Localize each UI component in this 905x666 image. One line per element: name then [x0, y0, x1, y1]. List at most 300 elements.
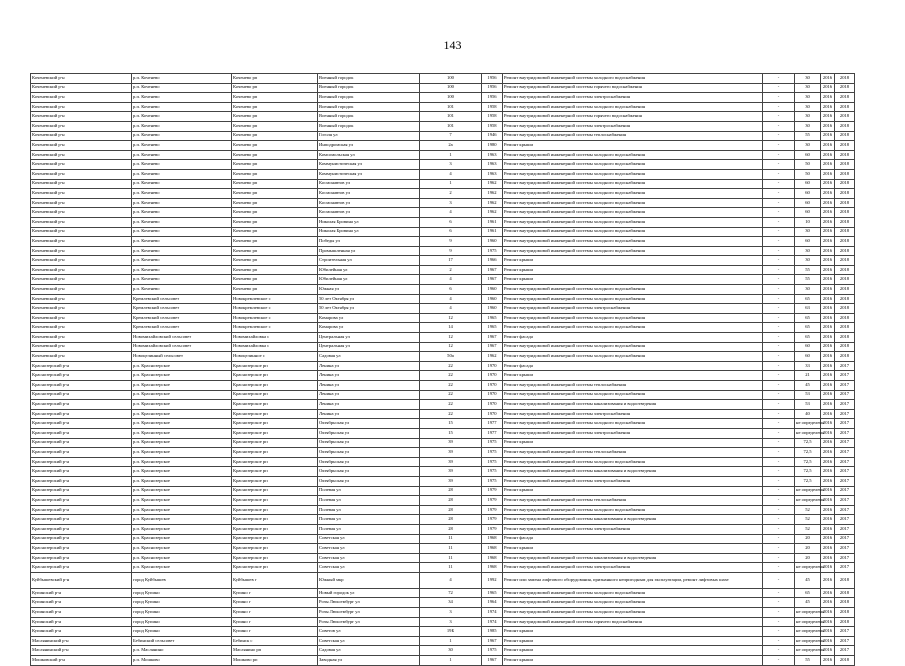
wear-cell: 33	[795, 361, 821, 371]
work-type-cell: Ремонт внутридомовой инженерной системы холодного водоснабжения	[503, 227, 763, 237]
street-cell: Розы Люксембург ул	[318, 617, 420, 627]
municipality-cell: Кремлевский сельсовет	[132, 294, 232, 304]
work-type-cell: Ремонт крыши	[503, 486, 763, 496]
municipality-cell: город Купино	[132, 608, 232, 618]
wear-cell: 60	[795, 237, 821, 247]
dash-cell: -	[763, 608, 795, 618]
settlement-cell: Краснозерское рп	[232, 524, 318, 534]
end-year-cell: 2017	[835, 627, 855, 637]
district-cell: Краснозерский р-н	[31, 419, 132, 429]
start-year-cell: 2016	[821, 227, 835, 237]
table-row	[31, 246, 855, 256]
settlement-cell: Краснозерское рп	[232, 486, 318, 496]
district-cell: Коченевский р-н	[31, 227, 132, 237]
end-year-cell: 2018	[835, 237, 855, 247]
build-year-cell: 1970	[482, 361, 503, 371]
work-type-cell: Ремонт внутридомовой инженерной системы холодного водоснабжения	[503, 598, 763, 608]
work-type-cell: Ремонт внутридомовой инженерной системы холодного водоснабжения	[503, 198, 763, 208]
municipality-cell: р.п. Краснозерское	[132, 496, 232, 506]
municipality-cell: р.п. Коченево	[132, 227, 232, 237]
dash-cell: -	[763, 371, 795, 381]
work-type-cell: Ремонт внутридомовой инженерной системы холодного водоснабжения	[503, 285, 763, 295]
district-cell: Краснозерский р-н	[31, 448, 132, 458]
house-number-cell: 3	[420, 617, 482, 627]
build-year-cell: 1970	[482, 381, 503, 391]
wear-cell: 45	[795, 572, 821, 588]
end-year-cell: 2018	[835, 131, 855, 141]
house-number-cell: 50а	[420, 352, 482, 362]
municipality-cell: Новоцелинный сельсовет	[132, 352, 232, 362]
wear-cell: 45	[795, 381, 821, 391]
build-year-cell: 1960	[482, 304, 503, 314]
municipality-cell: р.п. Краснозерское	[132, 409, 232, 419]
district-cell: Коченевский р-н	[31, 189, 132, 199]
street-cell: Октябрьская ул	[318, 438, 420, 448]
district-cell: Краснозерский р-н	[31, 544, 132, 554]
work-type-cell: Ремонт фасада	[503, 361, 763, 371]
municipality-cell: р.п. Коченево	[132, 265, 232, 275]
dash-cell: -	[763, 189, 795, 199]
settlement-cell: Новокремлевское с	[232, 304, 318, 314]
end-year-cell: 2018	[835, 285, 855, 295]
build-year-cell: 1956	[482, 83, 503, 93]
end-year-cell: 2018	[835, 160, 855, 170]
district-cell: Купинский р-н	[31, 608, 132, 618]
end-year-cell: 2018	[835, 112, 855, 122]
end-year-cell: 2017	[835, 457, 855, 467]
house-number-cell: 6	[420, 227, 482, 237]
house-number-cell: 1	[420, 179, 482, 189]
settlement-cell: Краснозерское рп	[232, 534, 318, 544]
wear-cell: 20	[795, 553, 821, 563]
settlement-cell: Коченево рп	[232, 112, 318, 122]
table-row	[31, 83, 855, 93]
end-year-cell: 2018	[835, 74, 855, 84]
dash-cell: -	[763, 448, 795, 458]
work-type-cell: Ремонт крыши	[503, 627, 763, 637]
street-cell: Полевая ул	[318, 496, 420, 506]
municipality-cell: р.п. Краснозерское	[132, 486, 232, 496]
dash-cell: -	[763, 419, 795, 429]
street-cell: Заводная ул	[318, 656, 420, 666]
end-year-cell: 2018	[835, 93, 855, 103]
start-year-cell: 2016	[821, 448, 835, 458]
end-year-cell: 2018	[835, 102, 855, 112]
table-row	[31, 121, 855, 131]
end-year-cell: 2017	[835, 419, 855, 429]
municipality-cell: р.п. Коченево	[132, 83, 232, 93]
district-cell: Краснозерский р-н	[31, 457, 132, 467]
settlement-cell: Коченево рп	[232, 74, 318, 84]
district-cell: Краснозерский р-н	[31, 371, 132, 381]
table-row	[31, 265, 855, 275]
street-cell: Советская ул	[318, 563, 420, 573]
house-number-cell: 30	[420, 646, 482, 656]
start-year-cell: 2016	[821, 275, 835, 285]
work-type-cell: Ремонт внутридомовой инженерной системы холодного водоснабжения	[503, 390, 763, 400]
house-number-cell: 2	[420, 265, 482, 275]
house-number-cell: 2	[420, 189, 482, 199]
start-year-cell: 2016	[821, 246, 835, 256]
start-year-cell: 2016	[821, 400, 835, 410]
start-year-cell: 2016	[821, 160, 835, 170]
wear-cell: 52	[795, 505, 821, 515]
house-number-cell: 4	[420, 169, 482, 179]
district-cell: Коченевский р-н	[31, 179, 132, 189]
start-year-cell: 2016	[821, 237, 835, 247]
dash-cell: -	[763, 400, 795, 410]
build-year-cell: 1979	[482, 496, 503, 506]
table-row	[31, 448, 855, 458]
wear-cell: 65	[795, 313, 821, 323]
wear-cell: 63	[795, 304, 821, 314]
street-cell: Юбилейная ул	[318, 265, 420, 275]
wear-cell: 30	[795, 141, 821, 151]
house-number-cell: 100	[420, 93, 482, 103]
settlement-cell: Коченево рп	[232, 265, 318, 275]
municipality-cell: Кремлевский сельсовет	[132, 304, 232, 314]
work-type-cell: Ремонт внутридомовой инженерной системы электроснабжения	[503, 524, 763, 534]
build-year-cell: 1967	[482, 342, 503, 352]
end-year-cell: 2017	[835, 524, 855, 534]
work-type-cell: Ремонт внутридомовой инженерной системы электроснабжения	[503, 563, 763, 573]
end-year-cell: 2017	[835, 467, 855, 477]
table-row	[31, 486, 855, 496]
end-year-cell: 2018	[835, 265, 855, 275]
street-cell: Южный мкр	[318, 572, 420, 588]
district-cell: Краснозерский р-н	[31, 524, 132, 534]
work-type-cell: Ремонт или замена лифтового оборудования, признанного непригодным для эксплуатации, ремонт лифтовых шахт	[503, 572, 763, 588]
settlement-cell: Коченево рп	[232, 217, 318, 227]
settlement-cell: Коченево рп	[232, 169, 318, 179]
build-year-cell: 1975	[482, 438, 503, 448]
house-number-cell: 28	[420, 505, 482, 515]
settlement-cell: Коченево рп	[232, 131, 318, 141]
build-year-cell: 1979	[482, 515, 503, 525]
municipality-cell: город Куйбышев	[132, 572, 232, 588]
settlement-cell: Краснозерское рп	[232, 409, 318, 419]
wear-cell: 53	[795, 400, 821, 410]
work-type-cell: Ремонт внутридомовой инженерной системы холодного водоснабжения	[503, 323, 763, 333]
start-year-cell: 2016	[821, 294, 835, 304]
district-cell: Мошковский р-н	[31, 656, 132, 666]
street-cell: Садовая ул	[318, 646, 420, 656]
district-cell: Купинский р-н	[31, 627, 132, 637]
dash-cell: -	[763, 627, 795, 637]
municipality-cell: р.п. Коченево	[132, 285, 232, 295]
wear-cell: не определена	[795, 636, 821, 646]
district-cell: Коченевский р-н	[31, 83, 132, 93]
wear-cell: 21	[795, 371, 821, 381]
table-row	[31, 141, 855, 151]
build-year-cell: 1958	[482, 112, 503, 122]
table-row	[31, 598, 855, 608]
build-year-cell: 1967	[482, 656, 503, 666]
dash-cell: -	[763, 524, 795, 534]
settlement-cell: Краснозерское рп	[232, 390, 318, 400]
build-year-cell: 1970	[482, 400, 503, 410]
build-year-cell: 1961	[482, 217, 503, 227]
district-cell: Краснозерский р-н	[31, 534, 132, 544]
settlement-cell: Краснозерское рп	[232, 438, 318, 448]
district-cell: Краснозерский р-н	[31, 553, 132, 563]
end-year-cell: 2017	[835, 448, 855, 458]
street-cell: Комсомольская ул	[318, 150, 420, 160]
table-row	[31, 428, 855, 438]
work-type-cell: Ремонт крыши	[503, 656, 763, 666]
settlement-cell: Новокремлевское с	[232, 294, 318, 304]
end-year-cell: 2018	[835, 342, 855, 352]
wear-cell: 60	[795, 342, 821, 352]
start-year-cell: 2016	[821, 93, 835, 103]
dash-cell: -	[763, 476, 795, 486]
district-cell: Коченевский р-н	[31, 265, 132, 275]
wear-cell: 52	[795, 515, 821, 525]
wear-cell: 72,5	[795, 476, 821, 486]
wear-cell: 60	[795, 198, 821, 208]
street-cell: Гоголя ул	[318, 131, 420, 141]
municipality-cell: р.п. Коченево	[132, 93, 232, 103]
work-type-cell: Ремонт внутридомовой инженерной системы холодного водоснабжения	[503, 294, 763, 304]
settlement-cell: Новоцелинное с	[232, 352, 318, 362]
street-cell: Коммунистическая ул	[318, 169, 420, 179]
street-cell: Советов ул	[318, 627, 420, 637]
dash-cell: -	[763, 390, 795, 400]
street-cell: Николая Бровина ул	[318, 227, 420, 237]
work-type-cell: Ремонт внутридомовой инженерной системы холодного водоснабжения	[503, 102, 763, 112]
wear-cell: 72,5	[795, 448, 821, 458]
house-number-cell: 4	[420, 294, 482, 304]
work-type-cell: Ремонт внутридомовой инженерной системы холодного водоснабжения	[503, 313, 763, 323]
street-cell: Комарова ул	[318, 323, 420, 333]
settlement-cell: Коченево рп	[232, 189, 318, 199]
settlement-cell: Краснозерское рп	[232, 457, 318, 467]
settlement-cell: Коченево рп	[232, 198, 318, 208]
table-row	[31, 112, 855, 122]
municipality-cell: р.п. Коченево	[132, 102, 232, 112]
start-year-cell: 2016	[821, 285, 835, 295]
table-row	[31, 419, 855, 429]
settlement-cell: Новомихайловка с	[232, 342, 318, 352]
work-type-cell: Ремонт внутридомовой инженерной системы холодного водоснабжения	[503, 352, 763, 362]
house-number-cell: 2а	[420, 141, 482, 151]
house-number-cell: 1	[420, 636, 482, 646]
end-year-cell: 2018	[835, 313, 855, 323]
work-type-cell: Ремонт внутридомовой инженерной системы холодного водоснабжения	[503, 246, 763, 256]
dash-cell: -	[763, 160, 795, 170]
start-year-cell: 2016	[821, 617, 835, 627]
build-year-cell: 1965	[482, 313, 503, 323]
work-type-cell: Ремонт внутридомовой инженерной системы холодного водоснабжения	[503, 189, 763, 199]
table-row	[31, 505, 855, 515]
work-type-cell: Ремонт внутридомовой инженерной системы электроснабжения	[503, 304, 763, 314]
end-year-cell: 2018	[835, 121, 855, 131]
start-year-cell: 2016	[821, 563, 835, 573]
build-year-cell: 1965	[482, 588, 503, 598]
street-cell: Коммунистическая ул	[318, 160, 420, 170]
district-cell: Краснозерский р-н	[31, 476, 132, 486]
dash-cell: -	[763, 333, 795, 343]
municipality-cell: Новомихайловский сельсовет	[132, 342, 232, 352]
dash-cell: -	[763, 141, 795, 151]
table-row	[31, 352, 855, 362]
build-year-cell: 1968	[482, 553, 503, 563]
end-year-cell: 2017	[835, 371, 855, 381]
build-year-cell: 1974	[482, 617, 503, 627]
build-year-cell: 1963	[482, 160, 503, 170]
end-year-cell: 2018	[835, 656, 855, 666]
house-number-cell: 28	[420, 515, 482, 525]
settlement-cell: Краснозерское рп	[232, 361, 318, 371]
settlement-cell: Купино г	[232, 627, 318, 637]
settlement-cell: Краснозерское рп	[232, 419, 318, 429]
start-year-cell: 2016	[821, 313, 835, 323]
dash-cell: -	[763, 313, 795, 323]
house-number-cell: 4	[420, 208, 482, 218]
settlement-cell: Краснозерское рп	[232, 544, 318, 554]
house-number-cell: 101	[420, 112, 482, 122]
wear-cell: 30	[795, 285, 821, 295]
street-cell: Военный городок	[318, 74, 420, 84]
start-year-cell: 2016	[821, 467, 835, 477]
dash-cell: -	[763, 409, 795, 419]
street-cell: Инподромская ул	[318, 141, 420, 151]
dash-cell: -	[763, 352, 795, 362]
district-cell: Краснозерский р-н	[31, 381, 132, 391]
dash-cell: -	[763, 361, 795, 371]
start-year-cell: 2016	[821, 524, 835, 534]
settlement-cell: Коченево рп	[232, 227, 318, 237]
wear-cell: 55	[795, 265, 821, 275]
work-type-cell: Ремонт внутридомовой инженерной системы канализования и водоотведения	[503, 467, 763, 477]
street-cell: Полевая ул	[318, 524, 420, 534]
wear-cell: 40	[795, 409, 821, 419]
district-cell: Краснозерский р-н	[31, 505, 132, 515]
house-number-cell: 34	[420, 598, 482, 608]
wear-cell: не определена	[795, 627, 821, 637]
end-year-cell: 2017	[835, 646, 855, 656]
settlement-cell: Новомихайловка с	[232, 333, 318, 343]
wear-cell: 10	[795, 217, 821, 227]
wear-cell: 72,5	[795, 438, 821, 448]
table-row	[31, 544, 855, 554]
settlement-cell: Коченево рп	[232, 256, 318, 266]
table-row	[31, 323, 855, 333]
build-year-cell: 1979	[482, 505, 503, 515]
settlement-cell: Коченево рп	[232, 285, 318, 295]
wear-cell: 55	[795, 131, 821, 141]
wear-cell: 30	[795, 121, 821, 131]
end-year-cell: 2017	[835, 505, 855, 515]
start-year-cell: 2016	[821, 361, 835, 371]
wear-cell: 30	[795, 93, 821, 103]
dash-cell: -	[763, 486, 795, 496]
wear-cell: 65	[795, 588, 821, 598]
build-year-cell: 1975	[482, 476, 503, 486]
end-year-cell: 2017	[835, 438, 855, 448]
settlement-cell: Купино г	[232, 608, 318, 618]
municipality-cell: р.п. Краснозерское	[132, 419, 232, 429]
street-cell: Полевая ул	[318, 505, 420, 515]
dash-cell: -	[763, 83, 795, 93]
work-type-cell: Ремонт внутридомовой инженерной системы холодного водоснабжения	[503, 217, 763, 227]
start-year-cell: 2016	[821, 608, 835, 618]
district-cell: Коченевский р-н	[31, 74, 132, 84]
street-cell: 50 лет Октября ул	[318, 304, 420, 314]
settlement-cell: Коченево рп	[232, 275, 318, 285]
street-cell: Октябрьская ул	[318, 467, 420, 477]
municipality-cell: р.п. Краснозерское	[132, 544, 232, 554]
municipality-cell: р.п. Коченево	[132, 237, 232, 247]
municipality-cell: р.п. Мошково	[132, 656, 232, 666]
dash-cell: -	[763, 467, 795, 477]
district-cell: Краснозерский р-н	[31, 428, 132, 438]
settlement-cell: Краснозерское рп	[232, 400, 318, 410]
street-cell: Октябрьская ул	[318, 428, 420, 438]
street-cell: 50 лет Октября ул	[318, 294, 420, 304]
house-number-cell: 3	[420, 160, 482, 170]
house-number-cell: 11	[420, 553, 482, 563]
wear-cell: 45	[795, 598, 821, 608]
start-year-cell: 2016	[821, 505, 835, 515]
street-cell: Центральная ул	[318, 333, 420, 343]
settlement-cell: Коченево рп	[232, 237, 318, 247]
start-year-cell: 2016	[821, 419, 835, 429]
wear-cell: 30	[795, 83, 821, 93]
work-type-cell: Ремонт внутридомовой инженерной системы электроснабжения	[503, 93, 763, 103]
work-type-cell: Ремонт внутридомовой инженерной системы холодного водоснабжения	[503, 457, 763, 467]
start-year-cell: 2016	[821, 371, 835, 381]
house-number-cell: 12	[420, 333, 482, 343]
settlement-cell: Мошково рп	[232, 656, 318, 666]
end-year-cell: 2018	[835, 179, 855, 189]
municipality-cell: город Купино	[132, 598, 232, 608]
house-number-cell: 1	[420, 656, 482, 666]
street-cell: Розы Люксембург ул	[318, 608, 420, 618]
street-cell: Космонавтов ул	[318, 189, 420, 199]
table-row	[31, 467, 855, 477]
work-type-cell: Ремонт внутридомовой инженерной системы холодного водоснабжения	[503, 150, 763, 160]
wear-cell: 30	[795, 256, 821, 266]
start-year-cell: 2016	[821, 333, 835, 343]
build-year-cell: 1968	[482, 544, 503, 554]
end-year-cell: 2018	[835, 141, 855, 151]
wear-cell: 65	[795, 294, 821, 304]
municipality-cell: р.п. Коченево	[132, 131, 232, 141]
settlement-cell: Краснозерское рп	[232, 476, 318, 486]
street-cell: Новый городок ул	[318, 588, 420, 598]
work-type-cell: Ремонт фасада	[503, 333, 763, 343]
district-cell: Коченевский р-н	[31, 131, 132, 141]
settlement-cell: Краснозерское рп	[232, 505, 318, 515]
dash-cell: -	[763, 179, 795, 189]
house-number-cell: 7	[420, 131, 482, 141]
end-year-cell: 2018	[835, 304, 855, 314]
table-row	[31, 646, 855, 656]
wear-cell: не определена	[795, 419, 821, 429]
work-type-cell: Ремонт внутридомовой инженерной системы электроснабжения	[503, 409, 763, 419]
start-year-cell: 2016	[821, 323, 835, 333]
wear-cell: не определена	[795, 608, 821, 618]
start-year-cell: 2016	[821, 256, 835, 266]
work-type-cell: Ремонт крыши	[503, 265, 763, 275]
end-year-cell: 2018	[835, 617, 855, 627]
table-row	[31, 381, 855, 391]
start-year-cell: 2016	[821, 265, 835, 275]
municipality-cell: Кремлевский сельсовет	[132, 313, 232, 323]
municipality-cell: р.п. Краснозерское	[132, 534, 232, 544]
start-year-cell: 2016	[821, 217, 835, 227]
